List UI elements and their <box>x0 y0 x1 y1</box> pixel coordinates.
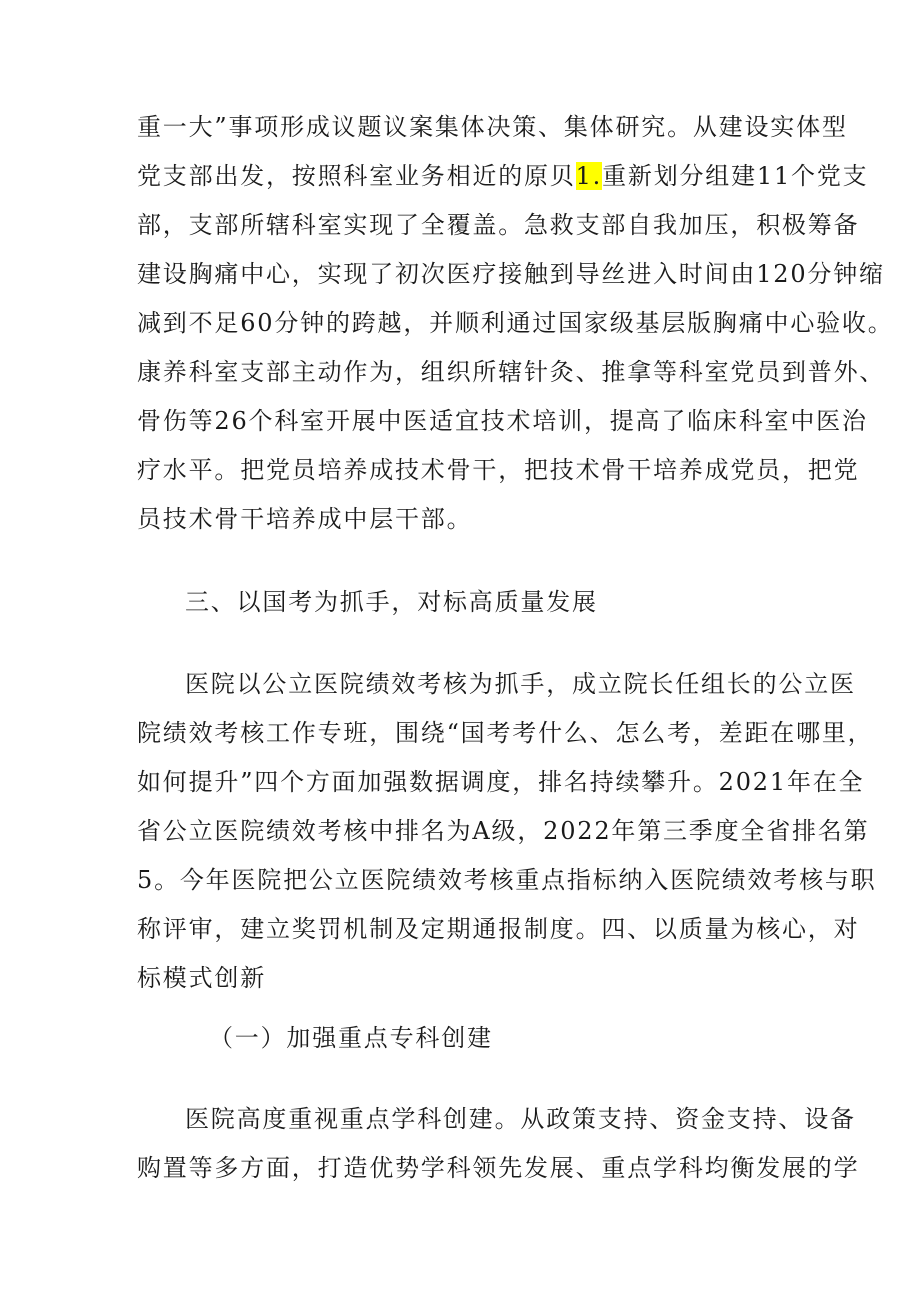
paragraph-line: 标模式创新 <box>137 964 266 992</box>
paragraph-line: 省公立医院绩效考核中排名为A级，2022年第三季度全省排名第 <box>137 817 870 845</box>
paragraph-line: 疗水平。把党员培养成技术骨干，把技术骨干培养成党员，把党 <box>137 456 860 484</box>
text-segment: 重新划分组建11个党支 <box>602 162 869 190</box>
section-heading: 三、以国考为抓手，对标高质量发展 <box>185 588 598 616</box>
paragraph-line: 建设胸痛中心，实现了初次医疗接触到导丝进入时间由120分钟缩 <box>137 260 885 288</box>
paragraph-line: 购置等多方面，打造优势学科领先发展、重点学科均衡发展的学 <box>137 1154 860 1182</box>
paragraph-line: 如何提升”四个方面加强数据调度，排名持续攀升。2021年在全 <box>137 768 865 796</box>
paragraph-line: 部，支部所辖科室实现了全覆盖。急救支部自我加压，积极筹备 <box>137 211 860 239</box>
paragraph-line: 重一大”事项形成议题议案集体决策、集体研究。从建设实体型 <box>137 113 848 141</box>
paragraph-line: 5。今年医院把公立医院绩效考核重点指标纳入医院绩效考核与职 <box>137 866 877 894</box>
paragraph-line: 医院高度重视重点学科创建。从政策支持、资金支持、设备 <box>185 1105 856 1133</box>
paragraph-line <box>137 154 868 198</box>
paragraph-line: 减到不足60分钟的跨越，并顺利通过国家级基层版胸痛中心验收。 <box>137 309 894 337</box>
paragraph-line: 康养科室支部主动作为，组织所辖针灸、推拿等科室党员到普外、 <box>137 358 886 386</box>
paragraph-line: 骨伤等26个科室开展中医适宜技术培训，提高了临床科室中医治 <box>137 407 868 435</box>
paragraph-line: 院绩效考核工作专班，围绕“国考考什么、怎么考，差距在哪里， <box>137 719 874 747</box>
paragraph-line: 称评审，建立奖罚机制及定期通报制度。四、以质量为核心，对 <box>137 915 860 943</box>
highlighted-text: 1. <box>575 162 603 190</box>
paragraph-line: 员技术骨干培养成中层干部。 <box>137 505 473 533</box>
paragraph-line: 医院以公立医院绩效考核为抓手，成立院长任组长的公立医 <box>185 670 856 698</box>
text-segment: 党支部出发，按照科室业务相近的原贝 <box>137 162 576 190</box>
subsection-heading: （一）加强重点专科创建 <box>209 1024 493 1052</box>
